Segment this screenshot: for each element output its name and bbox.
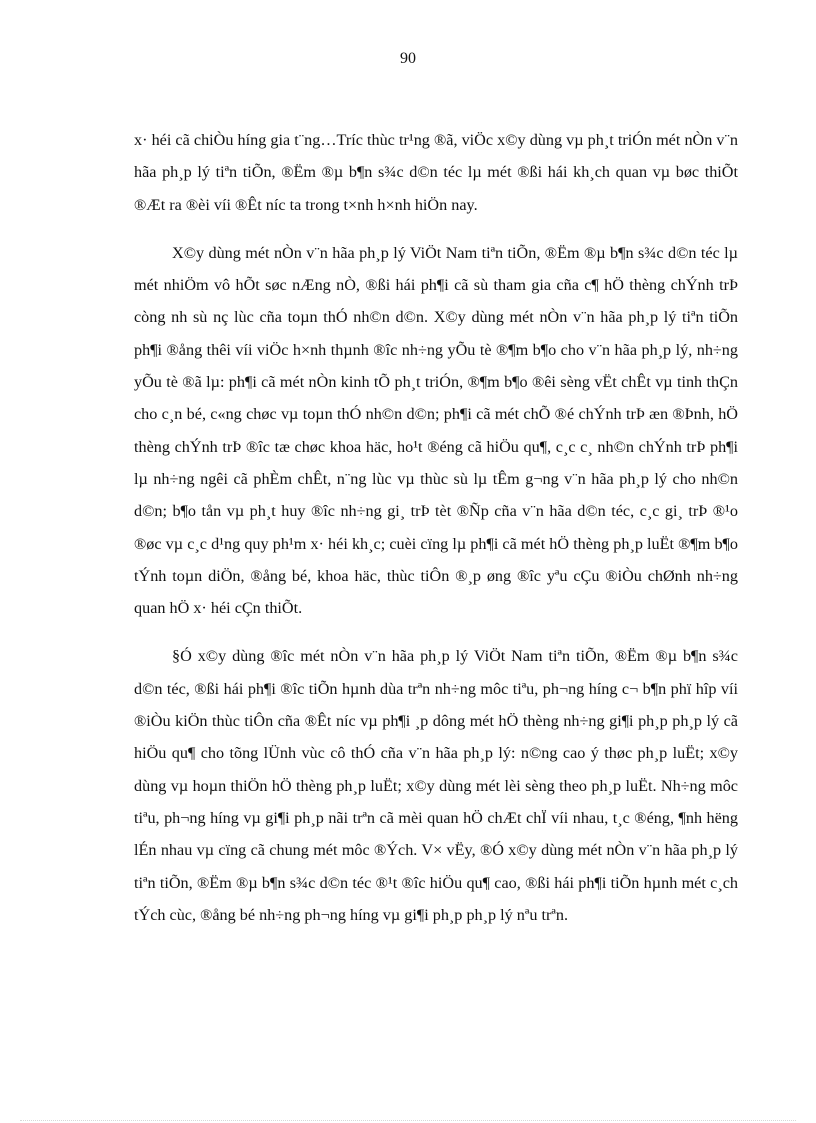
page-bottom-divider [20,1120,796,1121]
body-text [134,124,738,947]
paragraph-3: §Ó x©y dùng ®îc mét nÒn v¨n hãa ph¸p lý ViÖt Nam tiªn tiÕn, ®Ëm ®µ b¶n s¾c d©n téc, ®ßi hái ph¶i ®îc tiÕn hµnh dùa trªn nh÷ng môc tiªu, ph¬ng híng c¬ b¶n phï hîp víi ®iÒu kiÖn thùc tiÔn cña ®Êt níc vµ ph¶i ¸p dông mét hÖ thèng nh÷ng gi¶i ph¸p ph¸p lý cã hiÖu qu¶ cho tõng lÜnh vùc cô thÓ cña v¨n hãa ph¸p lý: n©ng cao ý thøc ph¸p luËt; x©y dùng vµ hoµn thiÖn hÖ thèng ph¸p luËt; x©y dùng mét lèi sèng theo ph¸p luËt. Nh÷ng môc tiªu, ph¬ng híng vµ gi¶i ph¸p nãi trªn cã mèi quan hÖ chÆt chÏ víi nhau, t¸c ®éng, ¶nh hëng lÉn nhau vµ cïng cã chung mét môc ®Ých. V× vËy, ®Ó x©y dùng mét nÒn v¨n hãa ph¸p lý tiªn tiÕn, ®Ëm ®µ b¶n s¾c d©n téc ®¹t ®îc hiÖu qu¶ cao, ®ßi hái ph¶i tiÕn hµnh mét c¸ch tÝch cùc, ®ång bé nh÷ng ph¬ng híng vµ gi¶i ph¸p ph¸p lý nªu trªn. [134,647,738,924]
paragraph-2: X©y dùng mét nÒn v¨n hãa ph¸p lý ViÖt Nam tiªn tiÕn, ®Ëm ®µ b¶n s¾c d©n téc lµ mét nhiÖm vô hÕt søc nÆng nÒ, ®ßi hái ph¶i cã sù tham gia cña c¶ hÖ thèng chÝnh trÞ còng nh sù nç lùc cña toµn thÓ nh©n d©n. X©y dùng mét nÒn v¨n hãa ph¸p lý tiªn tiÕn ph¶i ®ång thêi víi viÖc h×nh thµnh ®îc nh÷ng yÕu tè ®¶m b¶o cho v¨n hãa ph¸p lý, nh÷ng yÕu tè ®ã lµ: ph¶i cã mét nÒn kinh tÕ ph¸t triÓn, ®¶m b¶o ®êi sèng vËt chÊt vµ tinh thÇn cho c¸n bé, c«ng chøc vµ toµn thÓ nh©n d©n; ph¶i cã mét chÕ ®é chÝnh trÞ æn ®Þnh, hÖ thèng chÝnh trÞ ®îc tæ chøc khoa häc, ho¹t ®éng cã hiÖu qu¶, c¸c c¸ nh©n chÝnh trÞ ph¶i lµ nh÷ng ngêi cã phÈm chÊt, n¨ng lùc vµ thùc sù lµ tÊm g¬ng v¨n hãa ph¸p lý cho nh©n d©n; b¶o tån vµ ph¸t huy ®îc nh÷ng gi¸ trÞ tèt ®Ñp cña v¨n hãa d©n téc, c¸c gi¸ trÞ ®¹o ®øc vµ c¸c d¹ng quy ph¹m x· héi kh¸c; cuèi cïng lµ ph¶i cã mét hÖ thèng ph¸p luËt ®¶m b¶o tÝnh toµn diÖn, ®ång bé, khoa häc, thùc tiÔn ®¸p øng ®îc yªu cÇu ®iÒu chØnh nh÷ng quan hÖ x· héi cÇn thiÕt. [134,243,738,618]
paragraph-1: x· héi cã chiÒu híng gia t¨ng…Tríc thùc tr¹ng ®ã, viÖc x©y dùng vµ ph¸t triÓn mét nÒn v¨n hãa ph¸p lý tiªn tiÕn, ®Ëm ®µ b¶n s¾c d©n téc lµ mét ®ßi hái kh¸ch quan vµ bøc thiÕt ®Æt ra ®èi víi ®Êt níc ta trong t×nh h×nh hiÖn nay. [134,131,738,214]
page-number: 90 [400,50,416,67]
